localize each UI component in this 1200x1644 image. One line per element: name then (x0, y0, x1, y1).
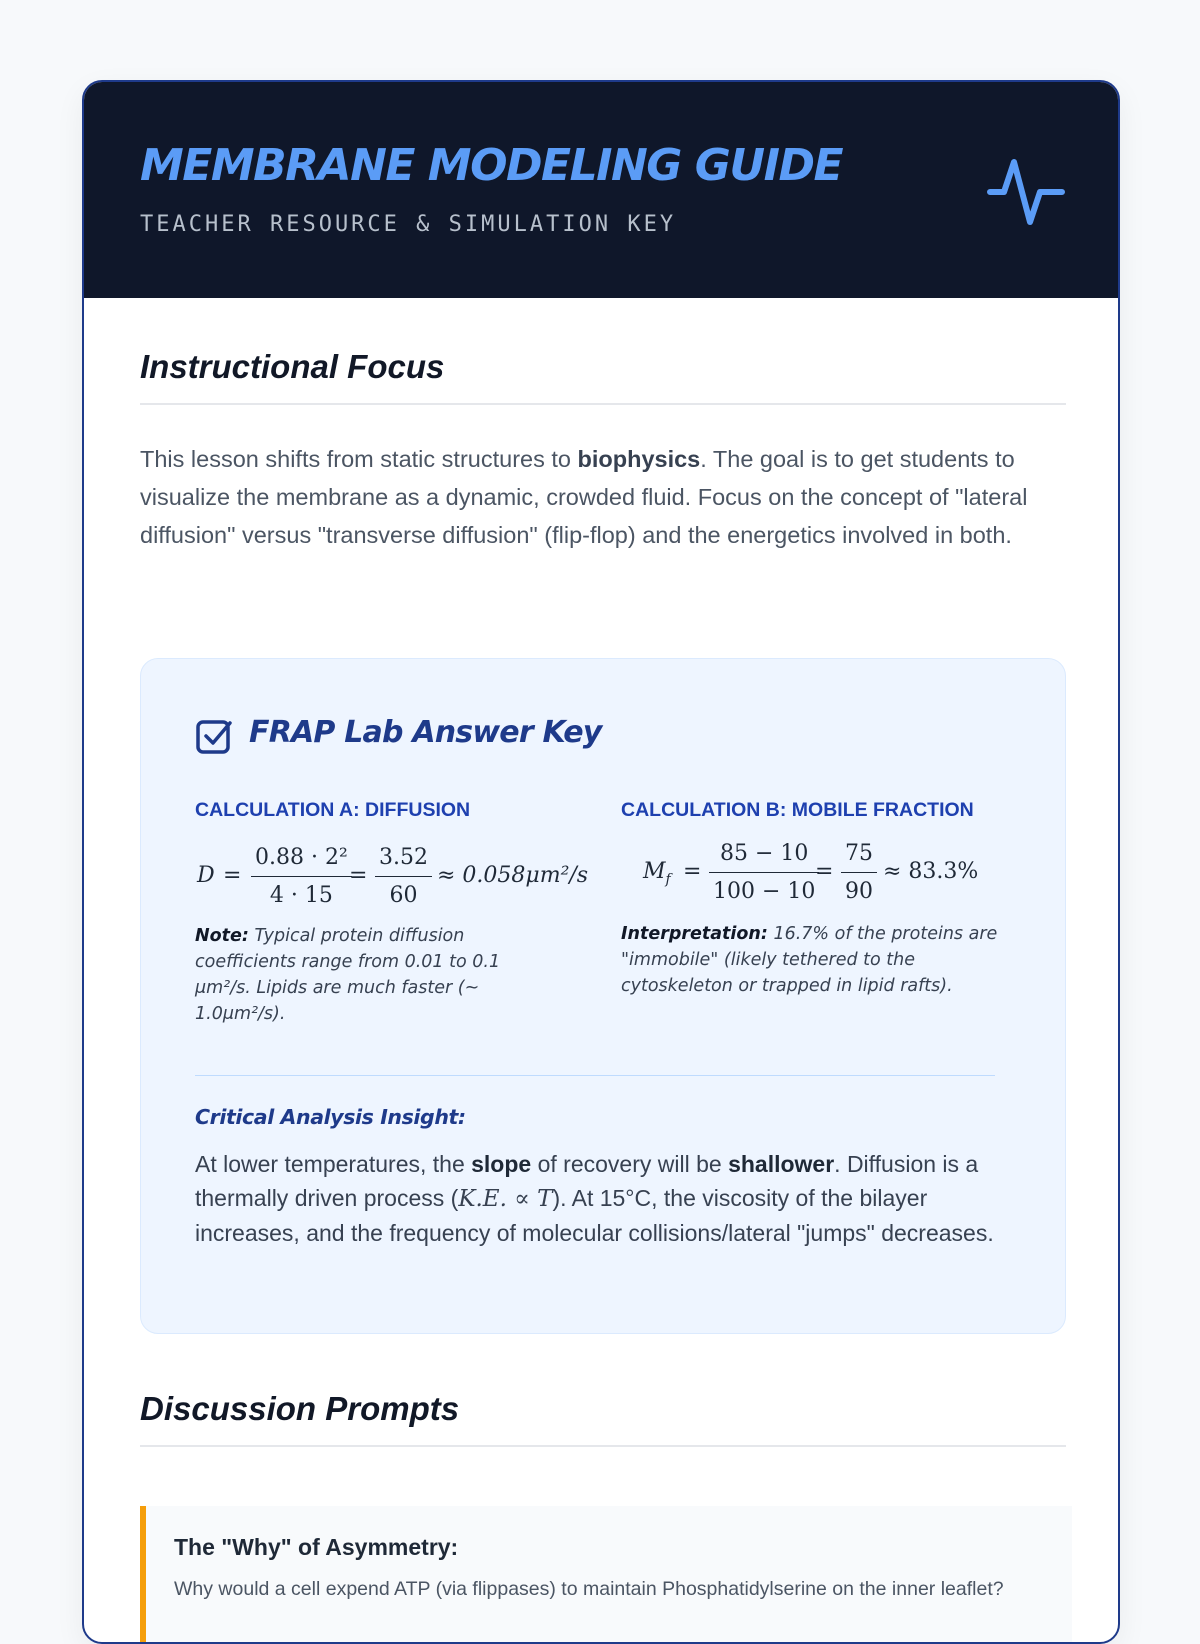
diffusion-formula: D = $\frac{\text{0.88 · 2²}}{4 \cdot 15}$ = $\frac{3.52}{60}$ ≈ 0.058μm²/s (197, 845, 589, 908)
fraction: $\frac{3.52}{60}$ (375, 845, 432, 908)
header-banner (84, 82, 1118, 298)
prompt-text: Why would a cell expend ATP (via flippases) to maintain Phosphatidylserine on the inner leaflet? (174, 1578, 1004, 1600)
mobile-fraction-formula: $M_f$ = $\frac{85 - 10}{100 - 10}$ = $\frac{75}{90}$ ≈ 83.3% (643, 841, 979, 904)
discussion-prompts-heading: Discussion Prompts (140, 1390, 460, 1427)
guide-card (82, 80, 1120, 1644)
fraction: $\frac{75}{90}$ (841, 841, 877, 904)
focus-paragraph: This lesson shifts from static structures to biophysics. The goal is to get students to visualize the membrane as a dynamic, crowded fluid. Focus on the concept of "lateral diffusion" versus "transverse diffusion" (flip-flop) and the energetics involved in both. (140, 446, 1028, 548)
calc-b-label: CALCULATION B: MOBILE FRACTION (621, 799, 974, 821)
pulse-icon (984, 150, 1068, 234)
page-title: MEMBRANE MODELING GUIDE (140, 140, 843, 191)
fraction: $\frac{\text{0.88 · 2²}}{4 \cdot 15}$ (251, 845, 352, 908)
prompt-title: The "Why" of Asymmetry: (174, 1534, 459, 1560)
calc-a-label: CALCULATION A: DIFFUSION (195, 799, 471, 821)
page-subtitle: TEACHER RESOURCE & SIMULATION KEY (140, 212, 677, 237)
answer-key-divider (195, 1075, 995, 1076)
answer-key-panel (140, 658, 1066, 1334)
fraction: $\frac{85 - 10}{100 - 10}$ (709, 841, 819, 904)
section-divider (140, 1445, 1066, 1447)
discussion-prompt-card (140, 1506, 1072, 1644)
answer-key-title: FRAP Lab Answer Key (249, 715, 602, 750)
mobile-fraction-interpretation: Interpretation: 16.7% of the proteins are "immobile" (likely tethered to the cytoskeleton or trapped in lipid rafts). (621, 924, 998, 996)
checkbox-icon (195, 717, 233, 755)
section-divider (140, 403, 1066, 405)
insight-title: Critical Analysis Insight: (195, 1105, 466, 1129)
instructional-focus-heading: Instructional Focus (140, 348, 445, 385)
diffusion-note: Note: Typical protein diffusion coefficients range from 0.01 to 0.1 μm²/s. Lipids are much faster (~ 1.0μm²/s). (195, 926, 501, 1024)
insight-paragraph: At lower temperatures, the slope of recovery will be shallower. Diffusion is a thermally driven process (K.E. ∝ T). At 15°C, the viscosity of the bilayer increases, and the frequency of molecular collisions/lateral "jumps" decreases. (195, 1151, 994, 1246)
